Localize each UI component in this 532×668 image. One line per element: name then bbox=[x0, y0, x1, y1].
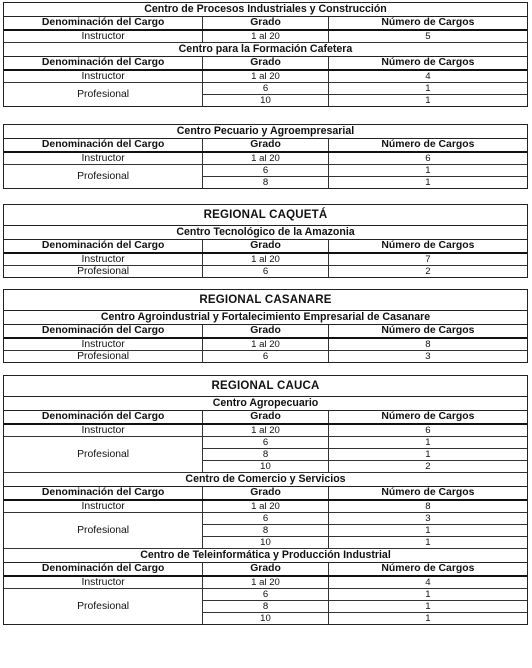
numero-cell: 1 bbox=[425, 95, 431, 106]
numero-cell: 1 bbox=[328, 601, 527, 613]
table-row bbox=[4, 351, 527, 363]
cargo-cell: Instructor bbox=[4, 30, 203, 43]
column-header-numero: Número de Cargos bbox=[328, 411, 527, 424]
grado-cell: 6 bbox=[203, 513, 329, 525]
center-title: Centro para la Formación Cafetera bbox=[4, 43, 527, 57]
table-header bbox=[4, 325, 527, 338]
table-body bbox=[4, 500, 527, 549]
cargo-cell: Instructor bbox=[4, 500, 203, 513]
column-header-numero: Número de Cargos bbox=[328, 487, 527, 500]
table-body bbox=[4, 152, 527, 188]
numero-cell: 1 bbox=[328, 449, 527, 461]
column-header-numero: Número de Cargos bbox=[328, 17, 527, 30]
positions-table bbox=[4, 139, 527, 188]
grado-cell: 1 al 20 bbox=[203, 576, 329, 589]
region-block bbox=[3, 289, 528, 363]
grado-cell: 8 bbox=[203, 449, 329, 461]
table-row bbox=[4, 576, 527, 589]
table-header bbox=[4, 487, 527, 500]
numero-cell: 5 bbox=[328, 30, 527, 43]
grado-cell: 1 al 20 bbox=[203, 70, 329, 83]
numero-cell: 2 bbox=[328, 461, 527, 473]
header-row bbox=[4, 240, 527, 253]
cargo-cell: Instructor bbox=[4, 576, 203, 589]
table-header bbox=[4, 240, 527, 253]
column-header-grado: Grado bbox=[203, 325, 329, 338]
column-header-cargo: Denominación del Cargo bbox=[4, 17, 203, 30]
table-header bbox=[4, 563, 527, 576]
header-row bbox=[4, 139, 527, 152]
table-header bbox=[4, 411, 527, 424]
cargo-cell: Profesional bbox=[4, 165, 203, 189]
table-row bbox=[4, 589, 527, 601]
table-body bbox=[4, 424, 527, 473]
column-header-cargo: Denominación del Cargo bbox=[4, 487, 203, 500]
column-header-numero: Número de Cargos bbox=[328, 139, 527, 152]
column-header-numero: Número de Cargos bbox=[328, 563, 527, 576]
grado-cell: 6 bbox=[203, 589, 329, 601]
numero-cell: 8 bbox=[328, 338, 527, 351]
cargo-cell: Profesional bbox=[4, 83, 203, 107]
header-row bbox=[4, 57, 527, 70]
column-header-grado: Grado bbox=[203, 240, 329, 253]
table-body bbox=[4, 338, 527, 362]
grado-cell: 8 bbox=[203, 601, 329, 613]
region-block bbox=[3, 124, 528, 189]
positions-table bbox=[4, 17, 527, 43]
cargo-cell: Instructor bbox=[4, 70, 203, 83]
header-row bbox=[4, 411, 527, 424]
table-header bbox=[4, 17, 527, 30]
header-row bbox=[4, 487, 527, 500]
numero-cell: 3 bbox=[328, 513, 527, 525]
positions-table bbox=[4, 411, 527, 473]
cargo-cell: Instructor bbox=[4, 424, 203, 437]
center-title: Centro de Teleinformática y Producción Industrial bbox=[4, 549, 527, 563]
numero-cell: 4 bbox=[328, 576, 527, 589]
table-body bbox=[4, 253, 527, 277]
column-header-cargo: Denominación del Cargo bbox=[4, 240, 203, 253]
table-row bbox=[4, 253, 527, 266]
grado-cell: 8 bbox=[203, 177, 329, 189]
center-title: Centro Agroindustrial y Fortalecimiento Empresarial de Casanare bbox=[4, 311, 527, 325]
numero-cell: 1 bbox=[328, 525, 527, 537]
numero-cell: 1 bbox=[328, 537, 527, 549]
column-header-numero: Número de Cargos bbox=[328, 240, 527, 253]
table-row bbox=[4, 500, 527, 513]
cargo-cell: Profesional bbox=[4, 266, 203, 278]
numero-cell: 1 bbox=[425, 613, 431, 624]
positions-table bbox=[4, 240, 527, 277]
positions-table bbox=[4, 325, 527, 362]
region-title: REGIONAL CAQUETÁ bbox=[4, 205, 527, 226]
grado-cell: 10 bbox=[203, 461, 329, 473]
column-header-grado: Grado bbox=[203, 17, 329, 30]
cargo-cell: Profesional bbox=[4, 589, 203, 625]
column-header-grado: Grado bbox=[203, 487, 329, 500]
column-header-grado: Grado bbox=[203, 563, 329, 576]
center-title: Centro Agropecuario bbox=[4, 397, 527, 411]
numero-cell: 1 bbox=[425, 177, 431, 188]
header-row bbox=[4, 563, 527, 576]
numero-cell: 4 bbox=[328, 70, 527, 83]
numero-cell: 1 bbox=[328, 437, 527, 449]
center-title: Centro Tecnológico de la Amazonia bbox=[4, 226, 527, 240]
region-title: REGIONAL CAUCA bbox=[4, 376, 527, 397]
grado-cell: 8 bbox=[203, 525, 329, 537]
header-row bbox=[4, 17, 527, 30]
numero-cell: 7 bbox=[328, 253, 527, 266]
column-header-grado: Grado bbox=[203, 411, 329, 424]
table-row bbox=[4, 266, 527, 278]
grado-cell: 10 bbox=[203, 95, 329, 107]
cargo-cell: Instructor bbox=[4, 338, 203, 351]
positions-table bbox=[4, 563, 527, 624]
numero-cell: 8 bbox=[328, 500, 527, 513]
grado-cell: 6 bbox=[203, 83, 329, 95]
numero-cell: 6 bbox=[328, 424, 527, 437]
numero-cell: 2 bbox=[425, 266, 431, 277]
numero-cell: 1 bbox=[328, 589, 527, 601]
header-row bbox=[4, 325, 527, 338]
positions-table bbox=[4, 487, 527, 549]
table-row bbox=[4, 165, 527, 177]
grado-cell: 6 bbox=[203, 351, 329, 363]
column-header-cargo: Denominación del Cargo bbox=[4, 411, 203, 424]
region-block bbox=[3, 375, 528, 625]
table-body bbox=[4, 30, 527, 43]
grado-cell: 10 bbox=[203, 537, 329, 549]
table-row bbox=[4, 424, 527, 437]
region-title: REGIONAL CASANARE bbox=[4, 290, 527, 311]
table-row bbox=[4, 437, 527, 449]
grado-cell: 1 al 20 bbox=[203, 424, 329, 437]
grado-cell: 1 al 20 bbox=[203, 338, 329, 351]
grado-cell: 1 al 20 bbox=[203, 500, 329, 513]
cargo-cell: Instructor bbox=[4, 253, 203, 266]
grado-cell: 1 al 20 bbox=[203, 253, 329, 266]
numero-cell: 1 bbox=[328, 83, 527, 95]
grado-cell: 10 bbox=[203, 613, 329, 625]
numero-cell: 1 bbox=[328, 165, 527, 177]
table-header bbox=[4, 57, 527, 70]
cargo-cell: Profesional bbox=[4, 351, 203, 363]
table-body bbox=[4, 70, 527, 106]
column-header-cargo: Denominación del Cargo bbox=[4, 325, 203, 338]
numero-cell: 6 bbox=[328, 152, 527, 165]
table-row bbox=[4, 30, 527, 43]
table-row bbox=[4, 513, 527, 525]
table-header bbox=[4, 139, 527, 152]
numero-cell: 3 bbox=[425, 351, 431, 362]
grado-cell: 1 al 20 bbox=[203, 152, 329, 165]
grado-cell: 6 bbox=[203, 266, 329, 278]
cargo-cell: Instructor bbox=[4, 152, 203, 165]
cargo-cell: Profesional bbox=[4, 437, 203, 473]
column-header-cargo: Denominación del Cargo bbox=[4, 139, 203, 152]
column-header-cargo: Denominación del Cargo bbox=[4, 57, 203, 70]
column-header-cargo: Denominación del Cargo bbox=[4, 563, 203, 576]
positions-table bbox=[4, 57, 527, 106]
column-header-numero: Número de Cargos bbox=[328, 57, 527, 70]
column-header-grado: Grado bbox=[203, 139, 329, 152]
column-header-grado: Grado bbox=[203, 57, 329, 70]
table-row bbox=[4, 338, 527, 351]
grado-cell: 1 al 20 bbox=[203, 30, 329, 43]
table-row bbox=[4, 152, 527, 165]
region-block bbox=[3, 204, 528, 278]
center-title: Centro Pecuario y Agroempresarial bbox=[4, 125, 527, 139]
center-title: Centro de Comercio y Servicios bbox=[4, 473, 527, 487]
center-title: Centro de Procesos Industriales y Construcción bbox=[4, 3, 527, 17]
column-header-numero: Número de Cargos bbox=[328, 325, 527, 338]
cargo-cell: Profesional bbox=[4, 513, 203, 549]
table-row bbox=[4, 70, 527, 83]
grado-cell: 6 bbox=[203, 437, 329, 449]
table-body bbox=[4, 576, 527, 624]
table-row bbox=[4, 83, 527, 95]
grado-cell: 6 bbox=[203, 165, 329, 177]
region-block bbox=[3, 2, 528, 107]
